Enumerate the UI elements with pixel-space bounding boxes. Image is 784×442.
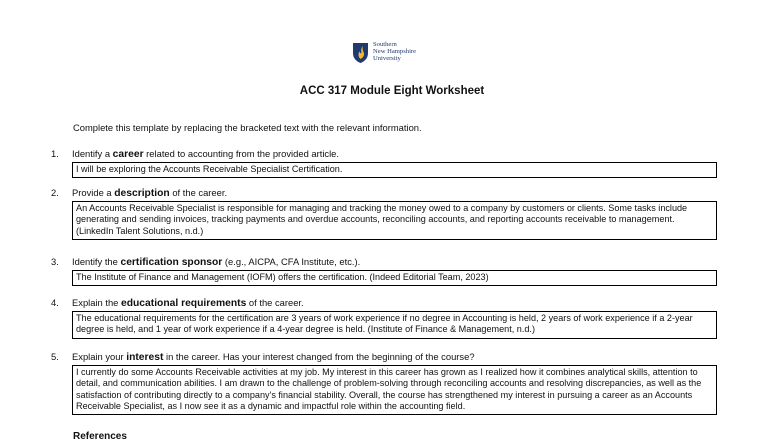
answer-box[interactable]: I will be exploring the Accounts Receivable Specialist Certification.: [72, 162, 717, 178]
logo-line-1: Southern: [373, 41, 397, 48]
answer-box[interactable]: The educational requirements for the certification are 3 years of work experience if no degree in Accounting is held, 2 years of work experience if a 2-year degree is held, and 1 year of work experience if a 4-year degree is held. (Institute of Finance & Management, n.d.): [72, 311, 717, 339]
question-prompt: Explain your interest in the career. Has your interest changed from the beginning of the course?: [72, 351, 475, 363]
question-prompt: Explain the educational requirements of the career.: [72, 297, 304, 309]
question-5: [51, 351, 717, 415]
question-3: [51, 256, 717, 286]
question-number: 3.: [51, 256, 59, 267]
logo-wordmark: [373, 42, 416, 62]
question-prompt: Provide a description of the career.: [72, 187, 228, 199]
question-4: [51, 297, 717, 339]
logo-line-2: New Hampshire: [373, 47, 417, 55]
question-number: 2.: [51, 187, 59, 198]
question-number: 5.: [51, 351, 59, 362]
answer-box[interactable]: The Institute of Finance and Management (IOFM) offers the certification. (Indeed Editorial Team, 2023): [72, 270, 717, 286]
flame-shield-icon: [352, 42, 369, 64]
intro-text: Complete this template by replacing the bracketed text with the relevant information.: [73, 122, 422, 133]
logo-line-3: University: [373, 54, 401, 62]
answer-box[interactable]: I currently do some Accounts Receivable activities at my job. My interest in this career has grown as I realized how it combines analytical skills, attention to detail, and communication abilities. I am drawn to the challenge of problem-solving through reconciling accounts and resolving discrepancies, as well as the satisfaction of contributing directly to a company's financial stability. Overall, the course has strengthened my interest in pursuing a career as an Accounts Receivable Specialist, as I now see it as a dynamic and impactful role within the accounting field.: [72, 365, 717, 415]
university-logo: [352, 42, 416, 64]
question-1: [51, 148, 717, 178]
question-number: 4.: [51, 297, 59, 308]
question-prompt: Identify a career related to accounting from the provided article.: [72, 148, 339, 160]
references-heading: References: [73, 431, 127, 442]
answer-box[interactable]: An Accounts Receivable Specialist is responsible for managing and tracking the money owed to a company by customers or clients. Some tasks include generating and sending invoices, tracking payments and overdue accounts, reconciling accounts, and reporting accounts receivable to management. (LinkedIn Talent Solutions, n.d.): [72, 201, 717, 240]
question-prompt: Identify the certification sponsor (e.g., AICPA, CFA Institute, etc.).: [72, 256, 361, 268]
question-number: 1.: [51, 148, 59, 159]
question-2: [51, 187, 717, 240]
page-title: ACC 317 Module Eight Worksheet: [299, 85, 485, 97]
